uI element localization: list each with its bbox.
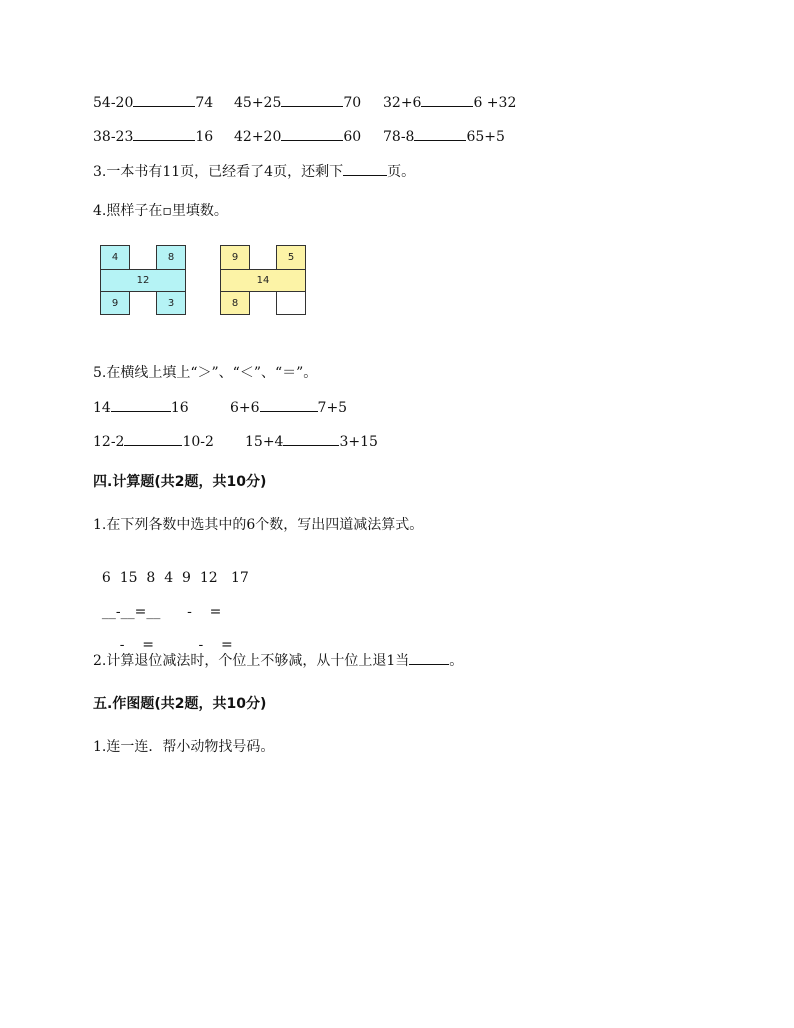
box-top-left — [220, 245, 250, 270]
compare-right: 6 +32 — [473, 95, 517, 111]
box-value: 5 — [287, 252, 295, 263]
s5-question-1 — [93, 738, 274, 756]
box-value: 4 — [111, 252, 119, 263]
compare-item — [383, 128, 505, 146]
numbers-text: 6 15 8 4 9 12 17 — [101, 570, 249, 586]
question-text: 4.照样子在▫里填数。 — [93, 203, 228, 219]
box-top-right — [276, 245, 306, 270]
compare-item — [245, 433, 378, 451]
box-value: 14 — [256, 275, 270, 286]
compare-left: 12-2 — [93, 434, 125, 450]
compare-right: 70 — [343, 95, 362, 111]
compare-left: 54-20 — [93, 95, 134, 111]
box-value: 8 — [231, 297, 239, 309]
box-middle — [220, 269, 306, 292]
question-text: 5.在横线上填上“＞”、“＜”、“＝”。 — [93, 365, 318, 381]
question-text: 3.一本书有11页，已经看了4页，还剩下 — [93, 164, 344, 180]
box-bottom-right — [156, 291, 186, 315]
answer-blank[interactable] — [133, 128, 195, 141]
compare-right: 3+15 — [339, 434, 378, 450]
section-title: 四.计算题(共2题，共10分) — [93, 474, 267, 490]
answer-blank[interactable] — [124, 433, 182, 446]
answer-blank[interactable] — [283, 433, 339, 446]
compare-item — [93, 94, 213, 112]
question-text: 1.连一连．帮小动物找号码。 — [93, 739, 275, 755]
compare-right: 16 — [170, 400, 189, 416]
question-text-end: 。 — [449, 653, 464, 669]
h-figure-example — [100, 245, 186, 315]
compare-right: 60 — [343, 129, 362, 145]
question-text: 2.计算退位减法时，个位上不够减，从十位上退1当 — [93, 653, 410, 669]
compare-right: 65+5 — [466, 129, 505, 145]
equation-text: - = - = — [101, 637, 233, 653]
compare-left: 32+6 — [383, 95, 422, 111]
compare-right: 74 — [195, 95, 214, 111]
box-bottom-left — [100, 291, 130, 315]
box-value: 9 — [231, 252, 239, 263]
section-title: 五.作图题(共2题，共10分) — [93, 696, 267, 712]
compare-left: 78-8 — [383, 129, 415, 145]
compare-item — [234, 94, 361, 112]
compare-right: 10-2 — [182, 434, 214, 450]
question-text-end: 页。 — [387, 164, 416, 180]
box-value: 3 — [167, 297, 175, 309]
s4-question-1 — [93, 516, 423, 534]
compare-right: 7+5 — [317, 400, 348, 416]
compare-item — [93, 128, 213, 146]
section-heading-4 — [93, 473, 266, 491]
compare-left: 6+6 — [230, 400, 260, 416]
box-value: 12 — [136, 275, 150, 286]
compare-item — [234, 128, 361, 146]
compare-left: 14 — [93, 400, 111, 416]
compare-left: 45+25 — [234, 95, 282, 111]
compare-item — [383, 94, 516, 112]
equation-row-1 — [93, 585, 221, 621]
s4-question-2 — [93, 652, 463, 670]
compare-item — [230, 399, 347, 417]
compare-item — [93, 399, 189, 417]
answer-blank[interactable] — [260, 399, 318, 412]
box-top-right — [156, 245, 186, 270]
answer-blank[interactable] — [409, 652, 449, 665]
compare-left: 15+4 — [245, 434, 284, 450]
box-top-left — [100, 245, 130, 270]
answer-blank[interactable] — [421, 94, 473, 107]
question-3 — [93, 163, 415, 181]
answer-blank[interactable] — [281, 128, 343, 141]
compare-right: 16 — [195, 129, 214, 145]
equation-row-2 — [93, 618, 233, 654]
equation-text: __-__=__ - = — [101, 604, 222, 620]
compare-left: 38-23 — [93, 129, 134, 145]
box-middle — [100, 269, 186, 292]
question-4 — [93, 202, 228, 220]
number-list — [93, 551, 249, 587]
answer-blank[interactable] — [281, 94, 343, 107]
compare-item — [93, 433, 214, 451]
h-figure-exercise — [220, 245, 306, 315]
box-value: 9 — [111, 297, 119, 309]
box-value: 8 — [167, 252, 175, 263]
compare-left: 42+20 — [234, 129, 282, 145]
answer-blank[interactable] — [343, 163, 387, 176]
question-5 — [93, 364, 317, 382]
answer-blank[interactable] — [133, 94, 195, 107]
section-heading-5 — [93, 695, 266, 713]
box-bottom-left — [220, 291, 250, 315]
answer-blank[interactable] — [414, 128, 466, 141]
box-bottom-right-answer[interactable] — [276, 291, 306, 315]
answer-blank[interactable] — [111, 399, 171, 412]
question-text: 1.在下列各数中选其中的6个数，写出四道减法算式。 — [93, 517, 424, 533]
